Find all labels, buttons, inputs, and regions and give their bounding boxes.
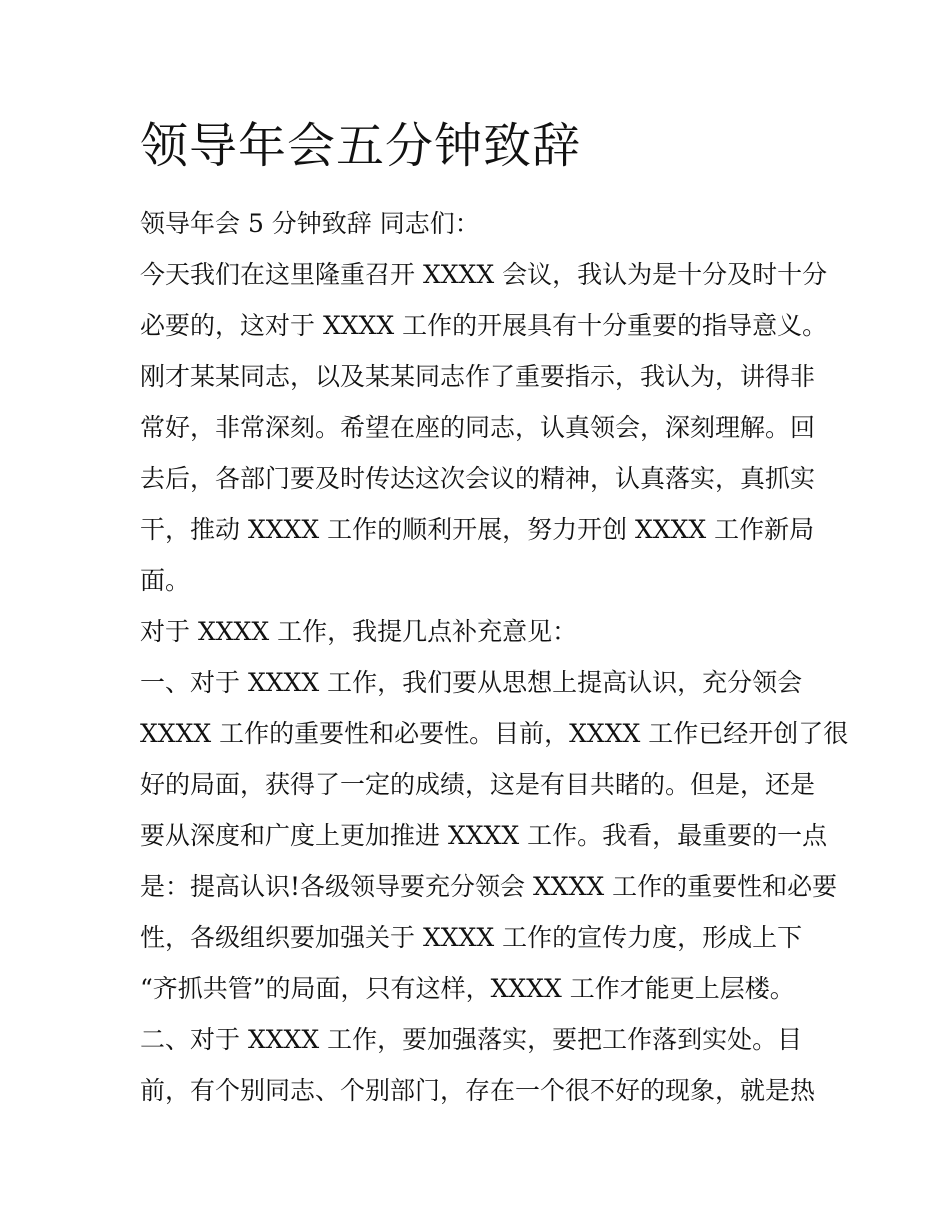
body-line: 一、对于 XXXX 工作，我们要从思想上提高认识，充分领会 — [140, 668, 803, 697]
body-line: 去后，各部门要及时传达这次会议的精神，认真落实，真抓实 — [140, 464, 816, 493]
document-page — [140, 110, 849, 1116]
body-line: 干，推动 XXXX 工作的顺利开展，努力开创 XXXX 工作新局 — [140, 515, 815, 544]
body-line: 好的局面，获得了一定的成绩，这是有目共睹的。但是，还是 — [140, 770, 816, 799]
body-line: 领导年会 5 分钟致辞 同志们： — [140, 209, 480, 238]
body-line: XXXX 工作的重要性和必要性。目前，XXXX 工作已经开创了很 — [140, 719, 849, 748]
body-line: 前，有个别同志、个别部门，存在一个很不好的现象，就是热 — [140, 1076, 816, 1105]
body-line: 是：提高认识!各级领导要充分领会 XXXX 工作的重要性和必要 — [140, 872, 838, 901]
body-line: 常好，非常深刻。希望在座的同志，认真领会，深刻理解。回 — [140, 413, 816, 442]
body-line: 二、对于 XXXX 工作，要加强落实，要把工作落到实处。目 — [140, 1025, 803, 1054]
body-line: 今天我们在这里隆重召开 XXXX 会议，我认为是十分及时十分 — [140, 260, 828, 289]
document-body — [140, 198, 849, 1116]
body-line: 对于 XXXX 工作，我提几点补充意见： — [140, 617, 578, 646]
body-line: “齐抓共管”的局面，只有这样，XXXX 工作才能更上层楼。 — [140, 974, 795, 1003]
body-line: 面。 — [140, 566, 191, 595]
body-line: 性，各级组织要加强关于 XXXX 工作的宣传力度，形成上下 — [140, 923, 803, 952]
document-title: 领导年会五分钟致辞 — [140, 118, 582, 174]
body-line: 刚才某某同志，以及某某同志作了重要指示，我认为，讲得非 — [140, 362, 816, 391]
body-line: 必要的，这对于 XXXX 工作的开展具有十分重要的指导意义。 — [140, 311, 828, 340]
body-line: 要从深度和广度上更加推进 XXXX 工作。我看，最重要的一点 — [140, 821, 828, 850]
